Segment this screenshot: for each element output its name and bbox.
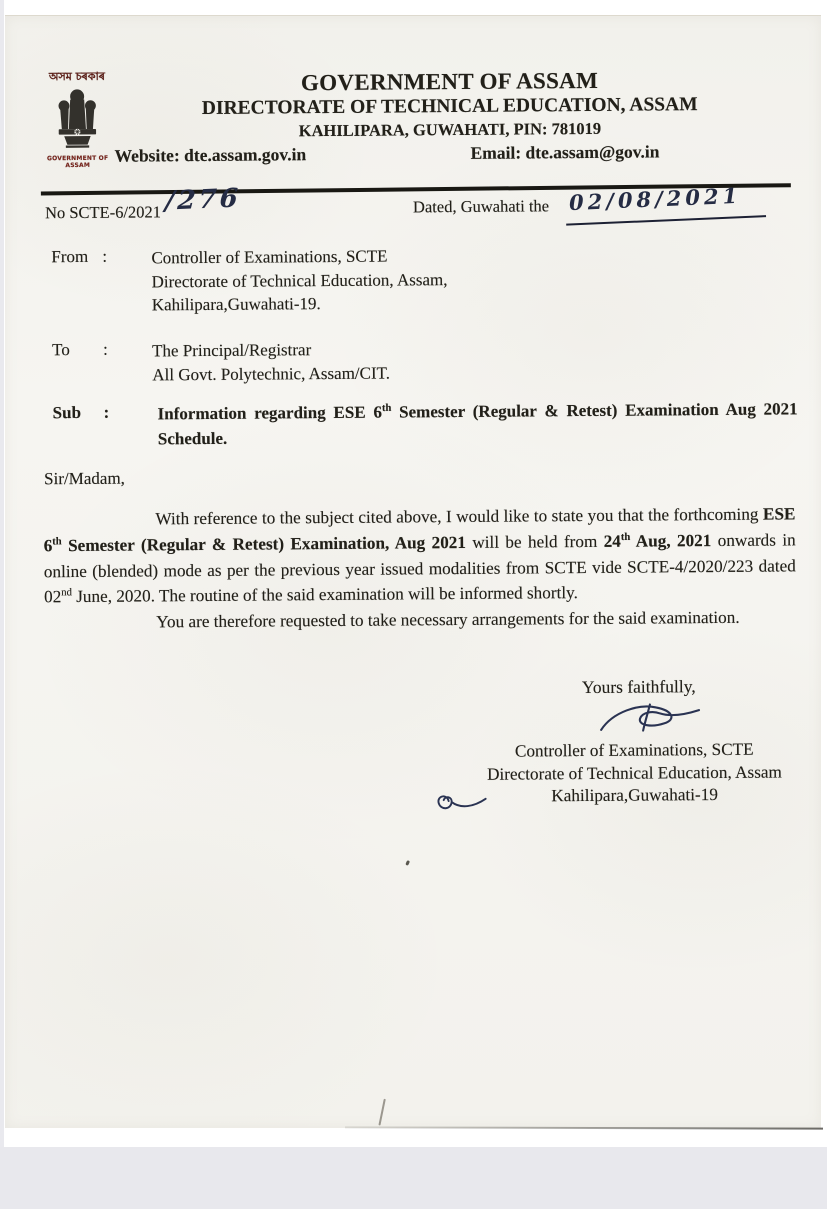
org-title: GOVERNMENT OF ASSAM — [300, 67, 599, 96]
from-line: Kahilipara,Guwahati-19. — [151, 294, 321, 315]
to-label: To — [52, 340, 70, 360]
signatory-location: Kahilipara,Guwahati-19 — [551, 784, 718, 806]
signatory-organization: Directorate of Technical Education, Assam — [486, 761, 782, 784]
to-line: The Principal/Registrar — [152, 340, 312, 361]
body-paragraph-2: You are therefore requested to take necessary arrangements for the said examination. — [156, 607, 740, 632]
from-colon: : — [102, 246, 108, 266]
org-subtitle: DIRECTORATE OF TECHNICAL EDUCATION, ASSAM — [201, 94, 698, 120]
date-label: Dated, Guwahati the — [412, 196, 550, 217]
subject-colon: : — [103, 402, 110, 422]
from-line: Controller of Examinations, SCTE — [151, 246, 388, 268]
date-underline — [566, 215, 766, 226]
to-address-block — [152, 338, 390, 387]
emblem-assamese-label: অসম চৰকাৰ — [48, 69, 105, 84]
date-handwritten: 02/08/2021 — [568, 182, 742, 216]
emblem-caption: GOVERNMENT OF ASSAM — [46, 154, 109, 170]
to-line: All Govt. Polytechnic, Assam/CIT. — [152, 363, 391, 384]
body-paragraph-1: With reference to the subject cited above, I would like to state you that the forthcoming ESE 6th Semester (Regular & Retest) Examination, Aug 2021 will be held from 24th Aug, 2021 onwards in online (blended) mode as per the previous year issued modalities from SCTE vide SCTE-4/2020/223 dated 02nd June, 2020. The routine of the said examination will be informed shortly. — [43, 504, 796, 607]
letter-page — [5, 15, 821, 1128]
subject-label: Sub — [52, 402, 82, 423]
from-label: From — [51, 246, 89, 267]
email-text: Email: dte.assam@gov.in — [470, 141, 660, 163]
from-address-block — [151, 244, 447, 317]
letterhead-text — [102, 65, 798, 142]
paper-bottom-edge-shadow — [345, 1126, 823, 1129]
subject-text: Information regarding ESE 6th Semester (Regular & Retest) Examination Aug 2021 Schedule. — [157, 399, 798, 448]
signatory-designation: Controller of Examinations, SCTE — [514, 739, 754, 761]
paper-crease-mark — [378, 1099, 385, 1126]
ashoka-lion-capital-icon — [52, 84, 103, 154]
letter-body — [43, 501, 796, 636]
closing-phrase: Yours faithfully, — [581, 676, 696, 698]
to-colon: : — [103, 339, 108, 359]
reference-number-printed: No SCTE-6/2021 — [44, 202, 162, 223]
signature-scribble — [595, 699, 705, 738]
initial-scribble — [432, 789, 490, 815]
salutation: Sir/Madam, — [44, 468, 125, 489]
scan-background-bottom-band — [0, 1147, 827, 1209]
website-text: Website: dte.assam.gov.in — [114, 144, 307, 166]
org-address: KAHILIPARA, GUWAHATI, PIN: 781019 — [298, 118, 602, 141]
reference-number-handwritten: /276 — [164, 183, 242, 217]
signatory-block — [459, 738, 810, 808]
from-line: Directorate of Technical Education, Assam, — [151, 269, 448, 291]
scan-speck — [405, 860, 410, 866]
